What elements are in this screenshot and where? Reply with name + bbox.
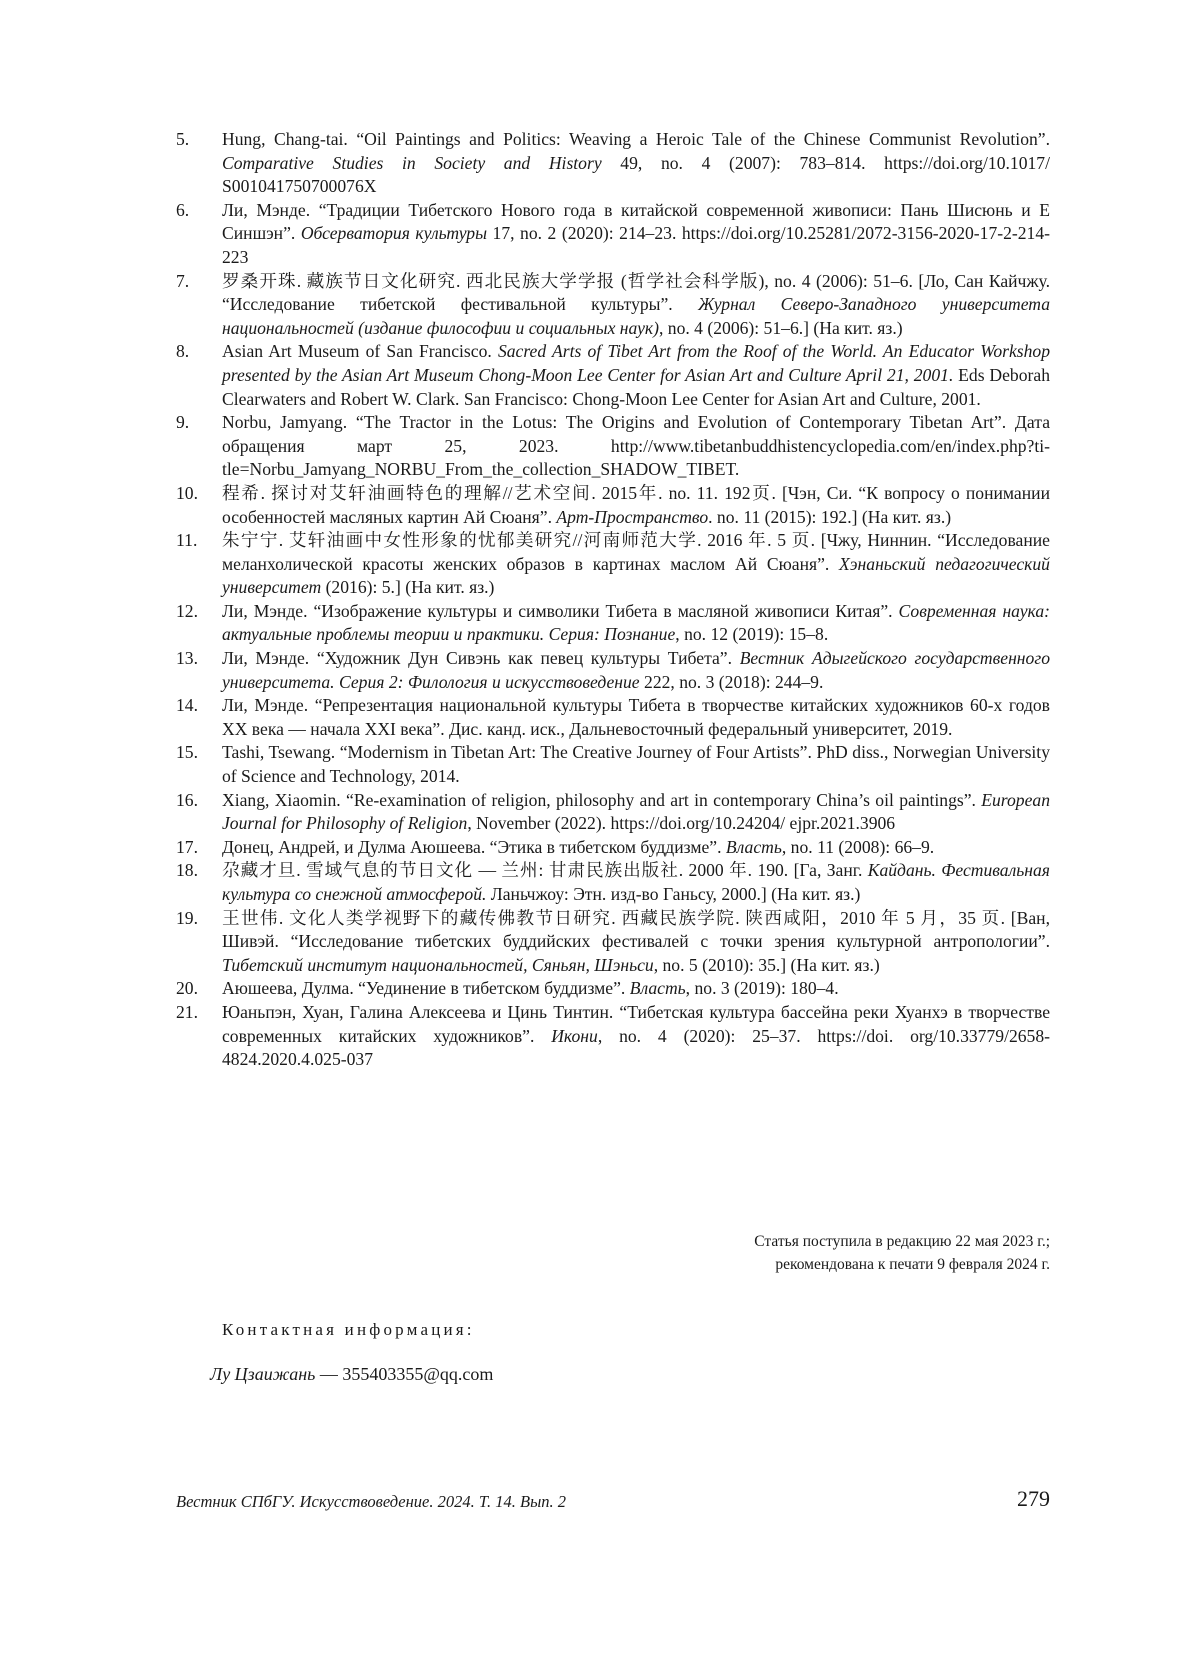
reference-number: 13. xyxy=(176,648,198,669)
reference-number: 15. xyxy=(176,742,198,763)
reference-number: 8. xyxy=(176,341,190,362)
reference-text: Аюшеева, Дулма. “Уединение в тибетском буддизме”. Власть, no. 3 (2019): 180–4. xyxy=(222,978,839,999)
reference-number: 21. xyxy=(176,1001,198,1022)
submission-dates xyxy=(754,1230,1050,1276)
contact-line xyxy=(210,1364,493,1385)
reference-item xyxy=(176,836,1050,860)
reference-item xyxy=(176,647,1050,694)
reference-text: Ли, Мэнде. “Традиции Тибетского Нового года в китайской современной живописи: Пань Шисюнь и Е Синшэн”. Обсерватория культуры 17, no. 2 (2020): 214–23. https://doi.org/10.25281/2072-3156-2020-17-2-214-223 xyxy=(222,199,1051,267)
journal-footer: Вестник СПбГУ. Искусствоведение. 2024. Т. 14. Вып. 2 xyxy=(176,1492,567,1511)
reference-text: Norbu, Jamyang. “The Tractor in the Lotus: The Origins and Evolution of Contemporary Tibetan Art”. Дата обращения март 25, 2023. http://www.tibetanbuddhistencyclopedia.com/en/index.php?title=Norbu_Jamyang_NORBU_From_the_collection_SHADOW_TIBET. xyxy=(222,412,1050,480)
reference-item xyxy=(176,741,1050,788)
reference-number: 10. xyxy=(176,482,198,503)
received-date: Статья поступила в редакцию 22 мая 2023 г.; xyxy=(754,1233,1050,1250)
reference-item xyxy=(176,482,1050,529)
reference-text: Ли, Мэнде. “Художник Дун Сивэнь как певец культуры Тибета”. Вестник Адыгейского государственного университета. Серия 2: Филология и искусствоведение 222, no. 3 (2018): 244–9. xyxy=(222,648,1050,692)
reference-text: 程希. 探讨对艾轩油画特色的理解//艺术空间. 2015年. no. 11. 192页. [Чэн, Си. “К вопросу о понимании особенностей масляных картин Ай Сюаня”. Арт-Пространство. no. 11 (2015): 192.] (На кит. яз.) xyxy=(222,482,1050,527)
accepted-date: рекомендована к печати 9 февраля 2024 г. xyxy=(775,1256,1050,1273)
reference-number: 11. xyxy=(176,530,198,551)
reference-item xyxy=(176,270,1050,341)
reference-text: Hung, Chang-tai. “Oil Paintings and Politics: Weaving a Heroic Tale of the Chinese Communist Revolution”. Comparative Studies in Society and History 49, no. 4 (2007): 783–814. https://doi.org/10.1017/ S001041750700076X xyxy=(222,129,1050,197)
reference-text: Донец, Андрей, и Дулма Аюшеева. “Этика в тибетском буддизме”. Власть, no. 11 (2008): 66–9. xyxy=(222,836,935,857)
reference-item xyxy=(176,411,1050,482)
reference-number: 20. xyxy=(176,978,198,999)
author-email: 355403355@qq.com xyxy=(342,1364,494,1384)
reference-number: 19. xyxy=(176,907,198,928)
reference-text: Ли, Мэнде. “Репрезентация национальной культуры Тибета в творчестве китайских художников 60-х годов XX века — начала XXI века”. Дис. канд. иск., Дальневосточный федеральный университет, 2019. xyxy=(222,695,1050,739)
reference-item xyxy=(176,600,1050,647)
reference-item xyxy=(176,789,1050,836)
reference-number: 16. xyxy=(176,789,198,810)
reference-number: 14. xyxy=(176,695,198,716)
reference-item xyxy=(176,529,1050,600)
reference-number: 6. xyxy=(176,199,190,220)
reference-text: 罗桑开珠. 藏族节日文化研究. 西北民族大学学报 (哲学社会科学版), no. 4 (2006): 51–6. [Ло, Сан Кайчжу. “Исследование тибетской фестивальной культуры”. Журнал Северо-Западного университета национальностей (издание философии и социальных наук), no. 4 (2006): 51–6.] (На кит. яз.) xyxy=(222,270,1050,338)
page-number: 279 xyxy=(1017,1486,1050,1511)
reference-item xyxy=(176,694,1050,741)
reference-text: 尕藏才旦. 雪域气息的节日文化 — 兰州: 甘肃民族出版社. 2000 年. 190. [Га, Занг. Кайдань. Фестивальная культура со снежной атмосферой. Ланьчжоу: Этн. изд-во Ганьсу, 2000.] (На кит. яз.) xyxy=(222,860,1050,904)
reference-text: 朱宁宁. 艾轩油画中女性形象的忧郁美研究//河南师范大学. 2016 年. 5 页. [Чжу, Ниннин. “Исследование меланхолической красоты женских образов в картинах маслом Ай Сюаня”. Хэнаньский педагогический университет (2016): 5.] (На кит. яз.) xyxy=(222,530,1050,598)
reference-number: 12. xyxy=(176,600,198,621)
reference-item xyxy=(176,859,1050,906)
reference-number: 17. xyxy=(176,836,198,857)
reference-text: Asian Art Museum of San Francisco. Sacred Arts of Tibet Art from the Roof of the World. An Educator Workshop presented by the Asian Art Museum Chong-Moon Lee Center for Asian Art and Culture April 21, 2001. Eds Deborah Clearwaters and Robert W. Clark. San Francisco: Chong-Moon Lee Center for Asian Art and Culture, 2001. xyxy=(222,341,1051,409)
references-list xyxy=(176,128,1050,1072)
reference-item xyxy=(176,128,1050,199)
contact-separator: — xyxy=(315,1364,343,1384)
reference-item xyxy=(176,1001,1050,1072)
reference-text: Ли, Мэнде. “Изображение культуры и символики Тибета в масляной живописи Китая”. Современная наука: актуальные проблемы теории и практики. Серия: Познание, no. 12 (2019): 15–8. xyxy=(222,600,1050,645)
reference-text: Юаньпэн, Хуан, Галина Алексеева и Цинь Тинтин. “Тибетская культура бассейна реки Хуанхэ в творчестве современных китайских художников”. Икони, no. 4 (2020): 25–37. https://doi. org/10.33779/2658-4824.2020.4.025-037 xyxy=(222,1001,1051,1070)
reference-text: Tashi, Tsewang. “Modernism in Tibetan Art: The Creative Journey of Four Artists”. PhD diss., Norwegian University of Science and Technology, 2014. xyxy=(222,742,1050,787)
reference-text: 王世伟. 文化人类学视野下的藏传佛教节日研究. 西藏民族学院. 陕西咸阳，2010 年 5 月，35 页. [Ван, Шивэй. “Исследование тибетских буддийских фестивалей с точки зрения культурной антропологии”. Тибетский институт национальностей, Сяньян, Шэньси, no. 5 (2010): 35.] (На кит. яз.) xyxy=(222,907,1050,975)
reference-text: Xiang, Xiaomin. “Re-examination of religion, philosophy and art in contemporary China’s oil paintings”. European Journal for Philosophy of Religion, November (2022). https://doi.org/10.24204/ ejpr.2021.3906 xyxy=(222,789,1050,834)
contact-heading: Контактная информация: xyxy=(222,1320,475,1339)
reference-number: 18. xyxy=(176,860,198,881)
reference-number: 9. xyxy=(176,412,190,433)
reference-item xyxy=(176,199,1050,270)
reference-item xyxy=(176,907,1050,978)
reference-number: 5. xyxy=(176,129,190,149)
reference-item xyxy=(176,340,1050,411)
reference-item xyxy=(176,977,1050,1001)
author-name: Лу Цзаижань xyxy=(210,1364,316,1384)
reference-number: 7. xyxy=(176,270,190,291)
